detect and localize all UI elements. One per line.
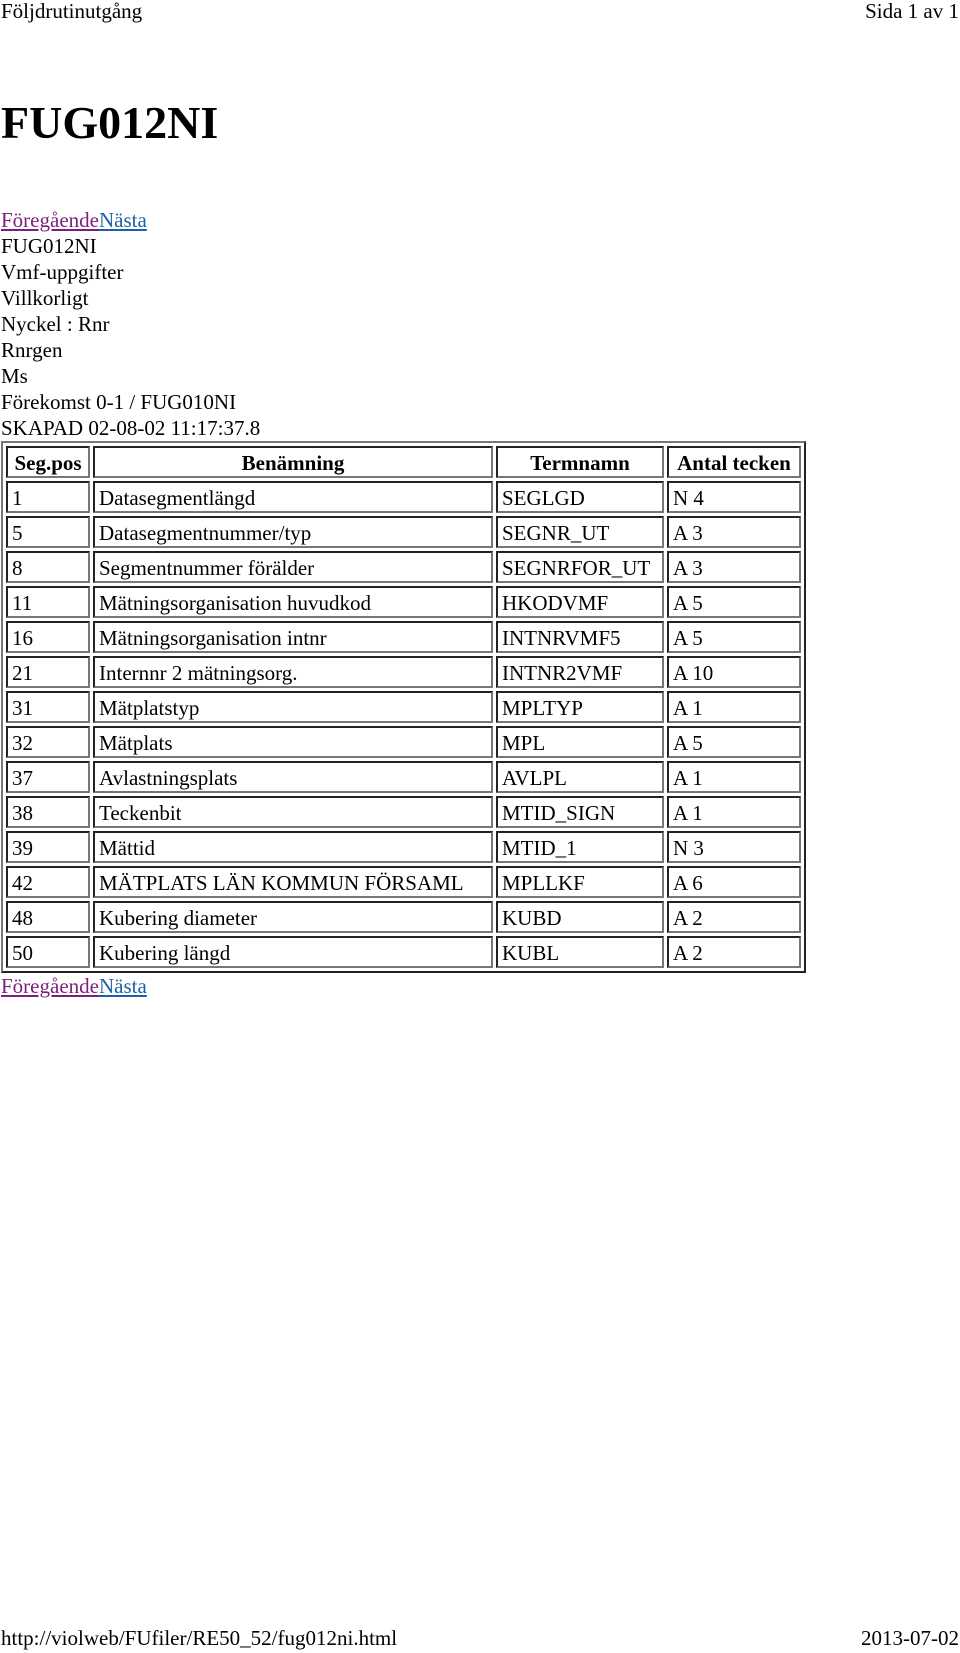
prev-link[interactable]: Föregående (1, 974, 99, 998)
cell-segpos: 16 (6, 621, 90, 653)
cell-name: Teckenbit (93, 796, 493, 828)
table-row (6, 901, 801, 933)
page-footer (0, 1625, 960, 1649)
cell-count: N 3 (667, 831, 801, 863)
col-header-term: Termnamn (496, 446, 664, 478)
cell-segpos: 11 (6, 586, 90, 618)
cell-name: Segmentnummer förälder (93, 551, 493, 583)
table-row (6, 726, 801, 758)
cell-name: Mätningsorganisation huvudkod (93, 586, 493, 618)
cell-segpos: 1 (6, 481, 90, 513)
table-header-row (6, 446, 801, 478)
cell-name: Mätplats (93, 726, 493, 758)
cell-term: MTID_1 (496, 831, 664, 863)
cell-count: A 1 (667, 796, 801, 828)
cell-term: MPLTYP (496, 691, 664, 723)
table-row (6, 866, 801, 898)
table-row (6, 831, 801, 863)
cell-segpos: 42 (6, 866, 90, 898)
cell-count: A 5 (667, 621, 801, 653)
cell-count: A 2 (667, 901, 801, 933)
page-header (0, 0, 960, 24)
cell-segpos: 50 (6, 936, 90, 968)
col-header-count: Antal tecken (667, 446, 801, 478)
cell-count: A 5 (667, 726, 801, 758)
cell-name: Mätplatstyp (93, 691, 493, 723)
meta-record-name: FUG012NI (1, 234, 97, 258)
header-doc-type: Följdrutinutgång (1, 0, 143, 23)
cell-term: SEGNR_UT (496, 516, 664, 548)
col-header-segpos: Seg.pos (6, 446, 90, 478)
cell-name: Kubering diameter (93, 901, 493, 933)
cell-count: A 3 (667, 551, 801, 583)
meta-condition: Villkorligt (1, 286, 89, 310)
cell-term: SEGLGD (496, 481, 664, 513)
prev-link[interactable]: Föregående (1, 208, 99, 232)
cell-segpos: 38 (6, 796, 90, 828)
col-header-name: Benämning (93, 446, 493, 478)
cell-count: A 1 (667, 691, 801, 723)
cell-segpos: 21 (6, 656, 90, 688)
table-row (6, 691, 801, 723)
cell-term: SEGNRFOR_UT (496, 551, 664, 583)
table-row (6, 761, 801, 793)
meta-created: SKAPAD 02-08-02 11:17:37.8 (1, 416, 261, 440)
next-link[interactable]: Nästa (98, 208, 147, 232)
cell-count: A 10 (667, 656, 801, 688)
cell-term: KUBL (496, 936, 664, 968)
table-row (6, 936, 801, 968)
cell-count: A 2 (667, 936, 801, 968)
cell-count: A 1 (667, 761, 801, 793)
cell-name: Avlastningsplats (93, 761, 493, 793)
cell-term: AVLPL (496, 761, 664, 793)
cell-count: A 5 (667, 586, 801, 618)
cell-term: INTNR2VMF (496, 656, 664, 688)
cell-name: Mättid (93, 831, 493, 863)
cell-name: Datasegmentlängd (93, 481, 493, 513)
cell-segpos: 48 (6, 901, 90, 933)
meta-occurrence: Förekomst 0-1 / FUG010NI (1, 390, 237, 414)
cell-segpos: 37 (6, 761, 90, 793)
table-row (6, 481, 801, 513)
cell-name: Datasegmentnummer/typ (93, 516, 493, 548)
cell-name: Kubering längd (93, 936, 493, 968)
header-page-number: Sida 1 av 1 (865, 0, 959, 23)
meta-key-gen: Rnrgen (1, 338, 63, 362)
field-table (1, 441, 806, 973)
cell-name: Mätningsorganisation intnr (93, 621, 493, 653)
cell-term: HKODVMF (496, 586, 664, 618)
cell-segpos: 32 (6, 726, 90, 758)
cell-term: KUBD (496, 901, 664, 933)
table-row (6, 551, 801, 583)
table-row (6, 656, 801, 688)
table-row (6, 621, 801, 653)
cell-term: MPLLKF (496, 866, 664, 898)
footer-date: 2013-07-02 (861, 1626, 959, 1650)
cell-name: Internnr 2 mätningsorg. (93, 656, 493, 688)
bottom-nav (1, 973, 806, 999)
cell-term: MTID_SIGN (496, 796, 664, 828)
cell-count: N 4 (667, 481, 801, 513)
cell-segpos: 39 (6, 831, 90, 863)
cell-segpos: 8 (6, 551, 90, 583)
page-title: FUG012NI (1, 97, 219, 148)
cell-segpos: 31 (6, 691, 90, 723)
table-row (6, 586, 801, 618)
table-row (6, 516, 801, 548)
table-row (6, 796, 801, 828)
cell-count: A 6 (667, 866, 801, 898)
cell-count: A 3 (667, 516, 801, 548)
meta-description: Vmf-uppgifter (1, 260, 124, 284)
next-link[interactable]: Nästa (98, 974, 147, 998)
cell-term: MPL (496, 726, 664, 758)
meta-ms: Ms (1, 364, 28, 388)
cell-segpos: 5 (6, 516, 90, 548)
footer-url: http://violweb/FUfiler/RE50_52/fug012ni.html (1, 1626, 398, 1650)
top-nav (1, 207, 806, 233)
meta-key: Nyckel : Rnr (1, 312, 110, 336)
cell-name: MÄTPLATS LÄN KOMMUN FÖRSAML (93, 866, 493, 898)
main-content (1, 207, 806, 999)
cell-term: INTNRVMF5 (496, 621, 664, 653)
